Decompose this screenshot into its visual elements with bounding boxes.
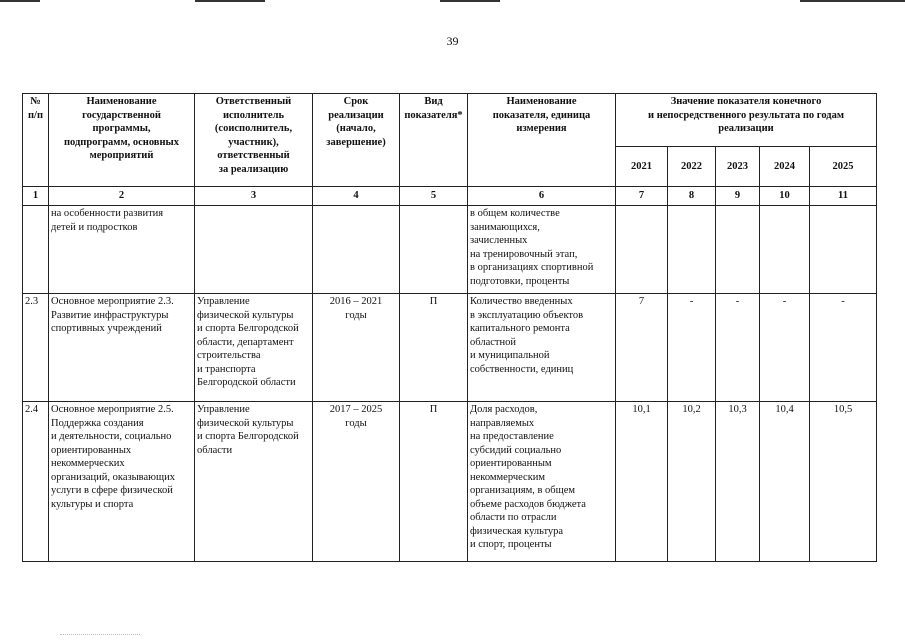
bottom-scan-marks: [60, 634, 140, 638]
row-term: 2017 – 2025 годы: [313, 402, 400, 562]
column-number: 8: [668, 187, 716, 206]
row-value-2024: -: [760, 294, 810, 402]
row-program-name: Основное мероприятие 2.5. Поддержка создания и деятельности, социально ориентированных некоммерческих организаций, оказывающих услуги в сфере физической культуры и спорта: [49, 402, 195, 562]
row-value-2023: [716, 206, 760, 294]
header-program-name: Наименование государственной программы, подпрограмм, основных мероприятий: [49, 94, 195, 187]
row-value-2023: 10,3: [716, 402, 760, 562]
table-row: [23, 206, 877, 294]
row-indicator-kind: П: [400, 402, 468, 562]
column-number: 2: [49, 187, 195, 206]
top-edge-rule-mid: [195, 0, 265, 2]
column-number: 7: [616, 187, 668, 206]
row-number: [23, 206, 49, 294]
column-number: 11: [810, 187, 877, 206]
row-value-2025: -: [810, 294, 877, 402]
row-executor: Управление физической культуры и спорта Белгородской области: [195, 402, 313, 562]
row-program-name: на особенности развития детей и подростков: [49, 206, 195, 294]
program-indicators-table: [22, 93, 877, 562]
header-term: Срок реализации (начало, завершение): [313, 94, 400, 187]
row-indicator-name: в общем количестве занимающихся, зачисленных на тренировочный этап, в организациях спортивной подготовки, проценты: [468, 206, 616, 294]
row-value-2022: -: [668, 294, 716, 402]
row-value-2021: 10,1: [616, 402, 668, 562]
table-row: [23, 294, 877, 402]
header-number: № п/п: [23, 94, 49, 187]
row-value-2025: [810, 206, 877, 294]
column-number-row: [23, 187, 877, 206]
row-value-2021: [616, 206, 668, 294]
header-executor: Ответственный исполнитель (соисполнитель, участник), ответственный за реализацию: [195, 94, 313, 187]
row-value-2024: 10,4: [760, 402, 810, 562]
header-year: 2021: [616, 147, 668, 187]
column-number: 6: [468, 187, 616, 206]
row-term: [313, 206, 400, 294]
row-value-2022: [668, 206, 716, 294]
header-year: 2023: [716, 147, 760, 187]
row-value-2024: [760, 206, 810, 294]
column-number: 3: [195, 187, 313, 206]
row-program-name: Основное мероприятие 2.3. Развитие инфраструктуры спортивных учреждений: [49, 294, 195, 402]
column-number: 1: [23, 187, 49, 206]
column-number: 4: [313, 187, 400, 206]
row-number: 2.3: [23, 294, 49, 402]
row-executor: [195, 206, 313, 294]
row-term: 2016 – 2021 годы: [313, 294, 400, 402]
top-edge-rule-right: [800, 0, 905, 2]
header-year: 2024: [760, 147, 810, 187]
header-year: 2022: [668, 147, 716, 187]
row-value-2023: -: [716, 294, 760, 402]
row-indicator-kind: П: [400, 294, 468, 402]
top-edge-rule-left: [0, 0, 40, 2]
column-number: 9: [716, 187, 760, 206]
header-indicator-kind: Вид показателя*: [400, 94, 468, 187]
header-indicator-name: Наименование показателя, единица измерения: [468, 94, 616, 187]
header-values-group: Значение показателя конечного и непосредственного результата по годам реализации: [616, 94, 877, 147]
table-row: [23, 402, 877, 562]
row-value-2021: 7: [616, 294, 668, 402]
row-value-2022: 10,2: [668, 402, 716, 562]
row-indicator-name: Количество введенных в эксплуатацию объектов капитального ремонта областной и муниципальной собственности, единиц: [468, 294, 616, 402]
row-value-2025: 10,5: [810, 402, 877, 562]
header-row: [23, 94, 877, 147]
page-number: 39: [446, 34, 459, 48]
row-executor: Управление физической культуры и спорта Белгородской области, департамент строительства и транспорта Белгородской области: [195, 294, 313, 402]
row-indicator-kind: [400, 206, 468, 294]
header-year: 2025: [810, 147, 877, 187]
row-indicator-name: Доля расходов, направляемых на предоставление субсидий социально ориентированным некоммерческим организациям, в общем объеме расходов бюджета области по отрасли физическая культура и спорт, проценты: [468, 402, 616, 562]
row-number: 2.4: [23, 402, 49, 562]
column-number: 10: [760, 187, 810, 206]
top-edge-rule-mid2: [440, 0, 500, 2]
column-number: 5: [400, 187, 468, 206]
